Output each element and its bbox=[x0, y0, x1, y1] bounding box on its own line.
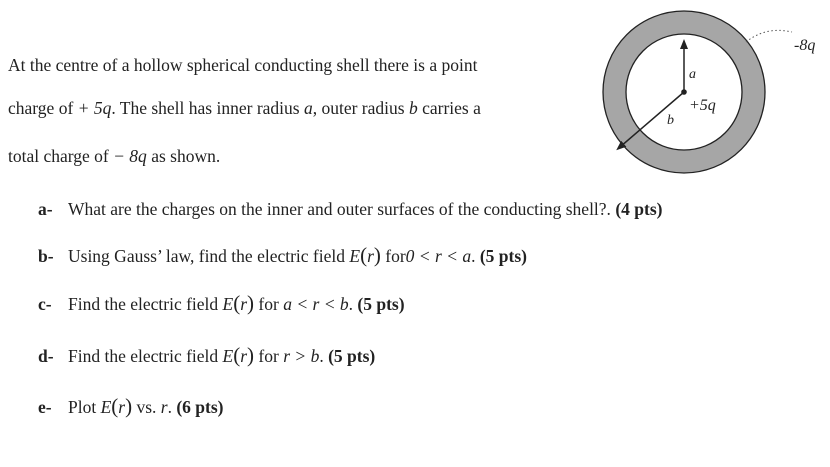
intro-line-2 bbox=[8, 98, 481, 119]
shell-diagram bbox=[588, 0, 828, 200]
question-tag: d- bbox=[38, 346, 54, 366]
question-text: Using Gauss’ law, find the electric field bbox=[68, 246, 350, 266]
question-text: Plot bbox=[68, 397, 101, 417]
field-symbol: E bbox=[222, 294, 234, 314]
question-tag: a- bbox=[38, 199, 53, 219]
intro-text: At the centre of a hollow spherical conducting shell there is a point bbox=[8, 55, 478, 75]
inner-radius-symbol: a bbox=[303, 98, 313, 118]
question-points: (5 pts) bbox=[479, 246, 528, 266]
intro-text: . The shell has inner radius bbox=[111, 98, 304, 118]
point-charge: + 5q bbox=[77, 98, 112, 118]
radius-variable: r bbox=[240, 294, 248, 314]
question-points: (5 pts) bbox=[328, 346, 376, 366]
intro-text: as shown. bbox=[146, 146, 221, 166]
question-tag: c- bbox=[38, 294, 52, 314]
field-symbol: E bbox=[100, 397, 112, 417]
question-a bbox=[38, 199, 662, 220]
punctuation: . bbox=[471, 246, 480, 266]
question-tag: e- bbox=[38, 397, 52, 417]
question-text: vs. bbox=[132, 397, 161, 417]
radius-variable: r bbox=[367, 246, 374, 266]
question-points: (5 pts) bbox=[357, 294, 405, 314]
punctuation: . bbox=[348, 294, 358, 314]
punctuation: . bbox=[319, 346, 329, 366]
intro-text: total charge of bbox=[8, 146, 114, 166]
question-points: (6 pts) bbox=[176, 397, 224, 417]
charge-label-leader bbox=[746, 30, 792, 42]
region-condition: 0 < r < a bbox=[405, 246, 472, 266]
question-text: What are the charges on the inner and outer surfaces of the conducting shell?. bbox=[68, 199, 611, 219]
inner-radius-label: a bbox=[689, 67, 696, 82]
shell-charge: − 8q bbox=[113, 146, 147, 166]
punctuation: . bbox=[167, 397, 177, 417]
intro-text: carries a bbox=[417, 98, 481, 118]
intro-line-3 bbox=[8, 146, 220, 167]
question-tag: b- bbox=[38, 246, 54, 266]
question-text: for bbox=[380, 246, 406, 266]
region-condition: r > b bbox=[283, 346, 320, 366]
question-d: d- Find the electric field E(r) for r > b. (5 pts) bbox=[38, 343, 376, 367]
question-c: c- Find the electric field E(r) for a < r < b. (5 pts) bbox=[38, 291, 405, 315]
radius-variable: r bbox=[240, 346, 248, 366]
center-charge-label: +5q bbox=[689, 97, 716, 114]
field-symbol: E bbox=[222, 346, 234, 366]
question-b: b- Using Gauss’ law, find the electric field E(r) for0 < r < a. (5 pts) bbox=[38, 243, 528, 267]
question-text: Find the electric field bbox=[68, 346, 223, 366]
field-symbol: E bbox=[349, 246, 361, 266]
intro-text: , outer radius bbox=[312, 98, 409, 118]
question-text: for bbox=[254, 294, 284, 314]
intro-line-1 bbox=[8, 55, 477, 76]
point-charge-dot bbox=[681, 89, 687, 95]
radius-variable: r bbox=[118, 397, 126, 417]
intro-text: charge of bbox=[8, 98, 78, 118]
outer-radius-label: b bbox=[667, 113, 674, 128]
radius-variable: r bbox=[160, 397, 168, 417]
question-text: for bbox=[254, 346, 284, 366]
question-e: e- Plot E(r) vs. r. (6 pts) bbox=[38, 394, 224, 418]
outer-charge-label: -8q bbox=[794, 37, 816, 54]
question-points: (4 pts) bbox=[615, 199, 663, 219]
question-text: Find the electric field bbox=[68, 294, 223, 314]
region-condition: a < r < b bbox=[283, 294, 349, 314]
outer-radius-symbol: b bbox=[408, 98, 418, 118]
